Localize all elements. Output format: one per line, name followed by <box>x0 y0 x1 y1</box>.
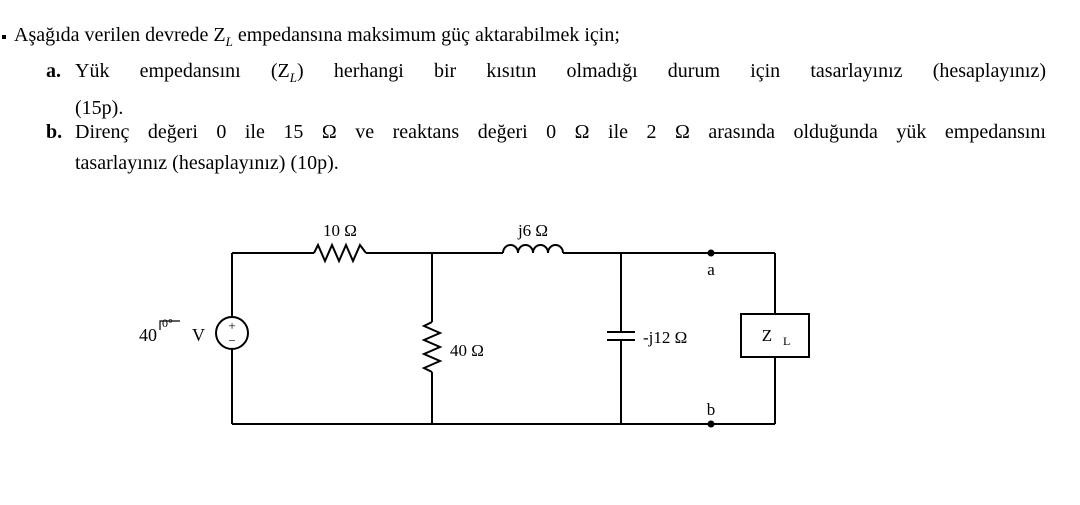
terminal-b-dot <box>708 421 715 428</box>
load-box <box>741 314 809 357</box>
intro-text: Aşağıda verilen devrede Z <box>14 24 226 46</box>
label-minus-j12ohm: -j12 Ω <box>643 328 688 347</box>
item-b-line2: tasarlayınız (hesaplayınız) (10p). <box>75 152 339 174</box>
label-j6ohm: j6 Ω <box>517 221 549 240</box>
source-plus-sign: + <box>228 318 236 333</box>
item-a-line2: (15p). <box>75 97 124 119</box>
source-angle: 0° <box>162 316 173 330</box>
intro-subscript: L <box>225 34 233 49</box>
item-a-mark: a. <box>46 60 61 82</box>
label-load-z: Z <box>761 326 773 345</box>
resistor-10ohm <box>314 245 366 261</box>
terminal-a-dot <box>708 250 715 257</box>
resistor-40ohm <box>424 322 440 372</box>
item-a-subscript: L <box>289 70 297 85</box>
item-b-line1: Direnç değeri 0 ile 15 Ω ve reaktans değeri 0 Ω ile 2 Ω arasında olduğunda yük empedansını <box>75 121 1046 143</box>
item-a-line1-part1: Yük empedansını (Z <box>75 60 290 82</box>
label-terminal-b: b <box>706 400 716 419</box>
item-a-line1-part2: ) herhangi bir kısıtın olmadığı durum için tasarlayınız (hesaplayınız) <box>296 60 1046 82</box>
label-10ohm: 10 Ω <box>323 221 357 240</box>
inductor-j6 <box>503 245 563 253</box>
intro-text-rest: empedansına maksimum güç aktarabilmek için; <box>232 24 620 46</box>
item-b-mark: b. <box>46 121 63 143</box>
source-unit: V <box>192 325 205 345</box>
source-minus-sign: − <box>228 333 236 348</box>
label-40ohm: 40 Ω <box>450 341 484 360</box>
label-terminal-a: a <box>707 260 715 279</box>
label-load-subscript: L <box>783 334 791 348</box>
source-magnitude: 40 <box>139 325 157 345</box>
